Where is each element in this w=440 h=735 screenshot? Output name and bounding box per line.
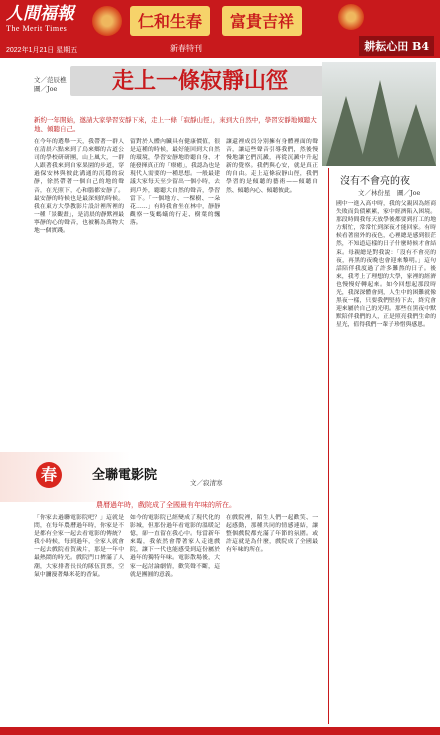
footer-bar bbox=[0, 727, 440, 735]
flower-icon bbox=[338, 4, 364, 30]
film-column-3: 在戲院裡，陌生人們一起歡笑、一起感動，那種共同的情感連結，讓整個戲院都充滿了年節的氛圍。或許這就是為什麼，戲院成了全國最有年味的所在。 bbox=[226, 515, 318, 554]
tree-icon bbox=[326, 96, 366, 166]
column-divider bbox=[328, 168, 329, 724]
newspaper-logo[interactable] bbox=[6, 4, 86, 34]
article-lead: 新約一年開始，邀請大家學習安靜下來，走上一條「寂靜山徑」，來到大自然中，學習安靜地傾聽大地、傾聽自己。 bbox=[34, 116, 317, 133]
tree-icon bbox=[360, 80, 400, 166]
side-article-body: 國中一進入高中時，我的父親因為經商失敗而負債累累，家中經濟陷入困境。那段時間我每天放學後都要到打工的地方幫忙，常常忙到深夜才能回家。有時候看著窗外的夜色，心裡總是感到很茫然，不知道這樣的日子什麼時候才會結束。母親總是對我說：「沒有不會亮的夜，再黑的夜晚也會迎來黎明。」這句話陪伴我度過了許多難熬的日子。後來，我考上了理想的大學，家裡的經濟也慢慢好轉起來。如今回想起那段時光，我深深體會到，人生中的困難就像黑夜一樣，只要我們堅持下去，終究會迎來屬於自己的光明。那些在黑夜中默默陪伴我們的人，正是照亮我們生命的星光，值得我們一輩子珍惜與感恩。 bbox=[336, 201, 436, 329]
new-year-greeting bbox=[130, 6, 302, 36]
film-article-subtitle: 農曆過年時，戲院成了全國最有年味的所在。 bbox=[96, 501, 236, 509]
side-article-title[interactable]: 沒有不會亮的夜 bbox=[340, 176, 410, 187]
section-label: 新春特刊 bbox=[170, 44, 202, 53]
author-name: 文／范辰樵 bbox=[34, 76, 67, 84]
article-title-box bbox=[70, 66, 330, 96]
film-article-byline: 文／寂清寒 bbox=[190, 479, 223, 487]
article-column-3: 讓還裡成員分別擁有身體裡面的聲音，讓這些聲音引導我們，然後慢慢地讓它們沉澱，再從沉澱中升起新的覺察。我們與心安，就是真正的自由。走上這條寂靜山徑，我們學習的是傾聽的藝術——傾聽自然、傾聽內心、傾聽彼此。 bbox=[226, 139, 318, 194]
film-article-title[interactable]: 全聯電影院 bbox=[92, 468, 158, 483]
tree-icon bbox=[396, 104, 436, 166]
film-column-2: 如今的電影院已經變成了現代化的影城，但那份過年看電影的溫暖記憶，卻一直留在我心中。每當新年來臨，我依然會帶著家人走進戲院，讓下一代也能感受到這份屬於過年的獨特年味。電影散場後，大家一起討論劇情，歡笑聲不斷，這就是團圓的意義。 bbox=[130, 515, 220, 578]
article-column-1: 在今年的選舉一天，我帶著一群人在清晨六點來到了烏來鄉的古道公司的學校研研團，山上風大，一群人跟著我來到自家果園的步道，穿過保安林與彼此溝通的沉穩的寂靜，徐然帶著一個自己的地的聲音，在光照下，心和腦都安靜了。最安靜的時候也是最深刻的時候。我在東方大學教影片設計裡所裡的一種「景觀畫」，是清晨的靜默裡最寧靜的心的聲音，也被稱為萬物大地一個實踐。 bbox=[34, 139, 124, 235]
forest-photo bbox=[322, 62, 436, 166]
article-title[interactable]: 走上一條寂靜山徑 bbox=[111, 68, 288, 94]
issue-date: 2022年1月21日 星期五 bbox=[6, 47, 78, 54]
side-article-byline: 文／林份星 圖／Joe bbox=[358, 189, 421, 197]
article-column-2: 留對於人體內臟具有健康價值，很是這種的時候，最好能回到大自然的環境，學習安靜地聆聽自身、才能發揮真正的「療癒」，我認為也是現代人需要的一種思想。一般最建議大家每天至少留出一個小時，去到戶外，聽聽大自然的聲音，學習當下。「一個地方、一棵樹、一朵花……」有時我會坐在林中，靜靜觀察一隻螞蟻的行走、樹葉的飄落。 bbox=[130, 139, 220, 226]
logo-chinese: 人間福報 bbox=[6, 4, 74, 24]
article-byline bbox=[34, 76, 67, 94]
spring-badge: 春 bbox=[36, 462, 62, 488]
greeting-text-2: 富貴吉祥 bbox=[222, 6, 302, 36]
flower-icon bbox=[92, 6, 122, 36]
page-label: 耕耘心田 B4 bbox=[359, 36, 434, 56]
illustrator-name: 圖／Joe bbox=[34, 85, 58, 93]
masthead bbox=[0, 0, 440, 58]
logo-english: The Merit Times bbox=[6, 24, 68, 33]
greeting-text-1: 仁和生春 bbox=[130, 6, 210, 36]
film-column-1: 「你家去過聯電影院吧？」這就是問，在每年農曆過年時，你家是不是都有全家一起去看電影的傳統？我小時候，每到過年，全家人就會一起去戲院看賀歲片，那是一年中最熱鬧的時光。戲院門口擠滿了人潮，大家排著長長的隊伍買票，空氣中瀰漫著爆米花的香氣。 bbox=[34, 515, 124, 578]
